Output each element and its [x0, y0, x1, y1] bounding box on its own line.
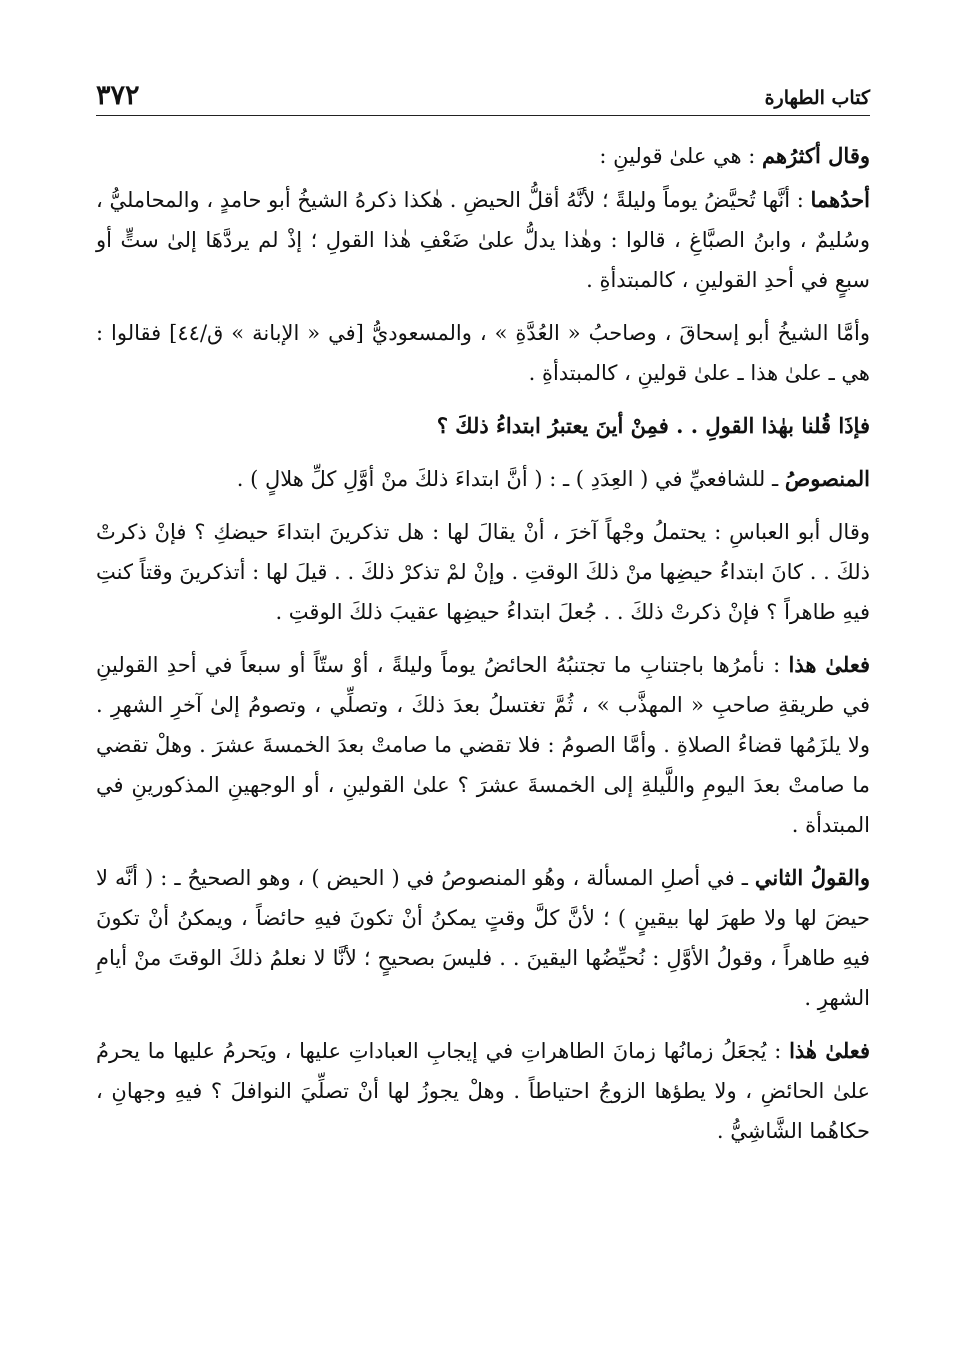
paragraph-lead: فعلىٰ هذا	[788, 652, 870, 677]
paragraph-text: : نأمرُها باجتنابِ ما تجتنبُهُ الحائضُ يوماً وليلةً ، أوْ ستّاً أو سبعاً في أحدِ القولينِ في طريقةِ صاحبِ « المهذَّب » ، ثُمَّ تغتسلُ بعدَ ذلكَ ، وتصلِّي ، وتصومُ إلىٰ آخرِ الشهرِ . ولا يلزَمُها قضاءُ الصلاةِ . وأمَّا الصومُ : فلا تقضي ما صامتْ بعدَ الخمسةَ عشرَ . وهلْ تقضي ما صامتْ بعدَ اليومِ واللَّيلةِ إلى الخمسةَ عشرَ ؟ علىٰ القولينِ ، أو الوجهينِ المذكورينِ في المبتدأة .	[96, 653, 870, 837]
page-header	[96, 70, 870, 116]
paragraph-6	[96, 512, 870, 632]
paragraph-text: وقال أبو العباسِ : يحتملُ وجْهاً آخرَ ، أنْ يقالَ لها : هل تذكرينَ ابتداءَ حيضكِ ؟ فإنْ ذكرتْ ذلكَ . . كانَ ابتداءُ حيضِها منْ ذلكَ الوقتِ . وإنْ لمْ تذكرْ ذلكَ . . قيلَ لها : أتذكرينَ وقتاً كنتِ فيهِ طاهراً ؟ فإنْ ذكرتْ ذلكَ . . جُعلَ ابتداءُ حيضِها عقيبَ ذلكَ الوقتِ .	[96, 520, 870, 624]
paragraph-text: وأمَّا الشيخُ أبو إسحاقَ ، وصاحبُ « العُدَّةِ » ، والمسعوديُّ [في « الإبانة » ق/٤٤] فقالوا : هي ـ علىٰ هذا ـ علىٰ قولينِ ، كالمبتدأةِ .	[96, 321, 871, 385]
paragraph-3	[96, 313, 870, 393]
paragraph-lead: وقال أكثرُهم	[762, 143, 870, 168]
paragraph-lead: المنصوصُ	[784, 466, 870, 491]
paragraph-5	[96, 459, 870, 499]
paragraph-7	[96, 645, 870, 845]
paragraph-text: : يُجعَلُ زمانُها زمانَ الطاهراتِ في إيجابِ العباداتِ عليها ، ويَحرمُ عليها ما يحرمُ علىٰ الحائضِ ، ولا يطؤها الزوجُ احتياطاً . وهلْ يجوزُ لها أنْ تصلِّيَ النوافلَ ؟ فيهِ وجهانِ ، حكاهُما الشَّاشِيُّ .	[96, 1039, 870, 1143]
paragraph-9	[96, 1031, 870, 1151]
paragraph-text: ـ للشافعيِّ في ( العِدَدِ ) ـ : ( أنَّ ابتداءَ ذلكَ منْ أوَّلِ كلِّ هلالٍ ) .	[236, 467, 785, 491]
paragraph-lead: والقولُ الثاني	[754, 865, 870, 890]
paragraph-text: : هي علىٰ قولينِ :	[599, 144, 763, 168]
paragraph-text: ـ في أصلِ المسألة ، وهُو المنصوصُ في ( الحيض ) ، وهو الصحيحُ ـ : ( أنَّه لا حيضَ لها ولا طهرَ لها بيقينٍ ) ؛ لأنَّ كلَّ وقتٍ يمكنُ أنْ تكونَ فيهِ حائضاً ، ويمكنُ أنْ تكونَ فيهِ طاهراً ، وقولُ الأوَّلِ : نُحيِّضُها اليقينَ . . فليسَ بصحيحٍ ؛ لأنَّا لا نعلمُ ذلكَ الوقتَ منْ أيامِ الشهرِ .	[96, 866, 870, 1010]
running-title: كتاب الطهارة	[764, 87, 870, 109]
page-body	[96, 136, 870, 1151]
paragraph-8	[96, 858, 870, 1018]
paragraph-lead: أحدُهما	[810, 187, 870, 212]
paragraph-1	[96, 136, 870, 176]
paragraph-2	[96, 180, 870, 300]
page-number: ٣٧٢	[96, 80, 140, 111]
paragraph-lead: فإذَا قُلنا بهٰذا القولِ . . فمِنْ أينَ يعتبرُ ابتداءُ ذلكَ ؟	[436, 413, 870, 438]
paragraph-lead: فعلىٰ هٰذا	[789, 1038, 870, 1063]
paragraph-4	[96, 406, 870, 446]
paragraph-text: : أنَّها تُحيَّضُ يوماً وليلةً ؛ لأنَّهُ أقلُّ الحيضِ . هٰكذا ذكرهُ الشيخُ أبو حامدٍ ، والمحامليُّ ، وسُليمٌ ، وابنُ الصبَّاغِ ، قالوا : وهٰذا يدلُّ علىٰ ضَعْفِ هٰذا القولِ ؛ إذْ لم يردَّهَا إلىٰ ستٍّ أو سبعٍ في أحدِ القولينِ ، كالمبتدأةِ .	[96, 188, 870, 292]
